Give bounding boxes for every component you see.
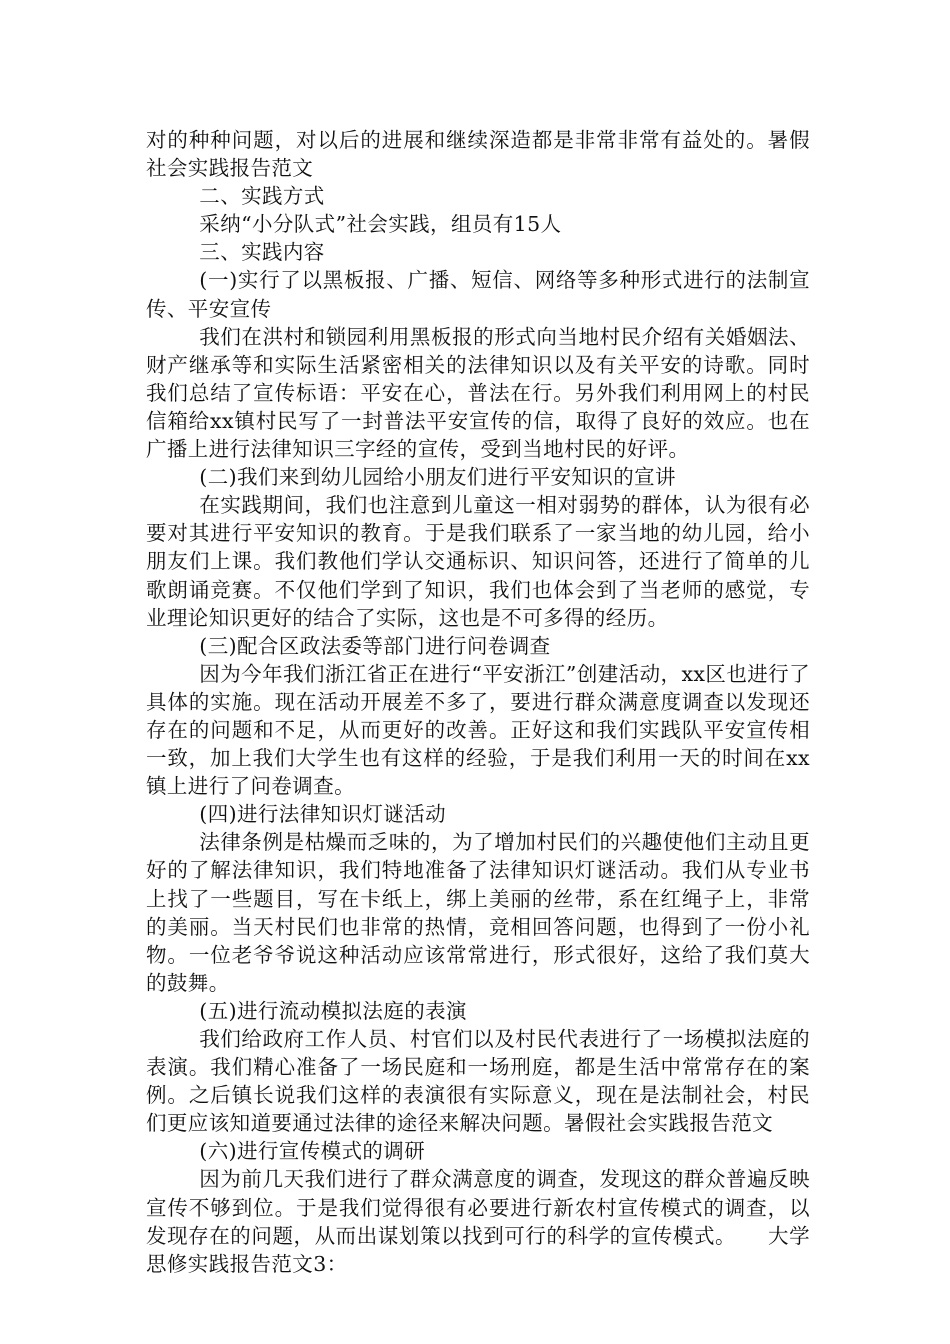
- paragraph-3: 因为今年我们浙江省正在进行“平安浙江”创建活动，xx区也进行了具体的实施。现在活动开展差不多了，要进行群众满意度调查以发现还存在的问题和不足，从而更好的改善。正好这和我们实践队平安宣传相一致，加上我们大学生也有这样的经验，于是我们利用一天的时间在xx镇上进行了问卷调查。: [146, 661, 810, 799]
- paragraph-continuation: 对的种种问题，对以后的进展和继续深造都是非常非常有益处的。暑假社会实践报告范文: [146, 128, 810, 181]
- paragraph-1: 我们在洪村和锁园利用黑板报的形式向当地村民介绍有关婚姻法、财产继承等和实际生活紧密相关的法律知识以及有关平安的诗歌。同时我们总结了宣传标语：平安在心，普法在行。另外我们利用网上的村民信箱给xx镇村民写了一封普法平安宣传的信，取得了良好的效应。也在广播上进行法律知识三字经的宣传，受到当地村民的好评。: [146, 324, 810, 462]
- paragraph-method: 采纳“小分队式”社会实践，组员有15人: [199, 212, 562, 237]
- paragraph-2: 在实践期间，我们也注意到儿童这一相对弱势的群体，认为很有必要对其进行平安知识的教育。于是我们联系了一家当地的幼儿园，给小朋友们上课。我们教他们学认交通标识、知识问答，还进行了简单的儿歌朗诵竞赛。不仅他们学到了知识，我们也体会到了当老师的感觉，专业理论知识更好的结合了实际，这也是不可多得的经历。: [146, 493, 810, 630]
- paragraph-4: 法律条例是枯燥而乏味的，为了增加村民们的兴趣使他们主动且更好的了解法律知识，我们特地准备了法律知识灯谜活动。我们从专业书上找了一些题目，写在卡纸上，绑上美丽的丝带，系在红绳子上，非常的美丽。当天村民们也非常的热情，竞相回答问题，也得到了一份小礼物。一位老爷爷说这种活动应该常常进行，形式很好，这给了我们莫大的鼓舞。: [146, 830, 810, 995]
- section-heading-method: 二、实践方式: [199, 184, 325, 209]
- section-heading-content: 三、实践内容: [199, 240, 325, 265]
- paragraph-6: 因为前几天我们进行了群众满意度的调查，发现这的群众普遍反映宣传不够到位。于是我们觉得很有必要进行新农村宣传模式的调查，以发现存在的问题，从而出谋划策以找到可行的科学的宣传模式。 大学思修实践报告范文3：: [146, 1167, 810, 1276]
- document-body: [146, 126, 810, 1278]
- subheading-5: (五)进行流动模拟法庭的表演: [199, 998, 467, 1023]
- subheading-6: (六)进行宣传模式的调研: [199, 1139, 426, 1164]
- paragraph-5: 我们给政府工作人员、村官们以及村民代表进行了一场模拟法庭的表演。我们精心准备了一场民庭和一场刑庭，都是生活中常常存在的案例。之后镇长说我们这样的表演很有实际意义，现在是法制社会，村民们更应该知道要通过法律的途径来解决问题。暑假社会实践报告范文: [146, 1027, 810, 1136]
- subheading-1: (一)实行了以黑板报、广播、短信、网络等多种形式进行的法制宣传、平安宣传: [146, 268, 810, 321]
- subheading-2: (二)我们来到幼儿园给小朋友们进行平安知识的宣讲: [199, 465, 676, 490]
- subheading-4: (四)进行法律知识灯谜活动: [199, 802, 446, 827]
- subheading-3: (三)配合区政法委等部门进行问卷调查: [199, 633, 551, 658]
